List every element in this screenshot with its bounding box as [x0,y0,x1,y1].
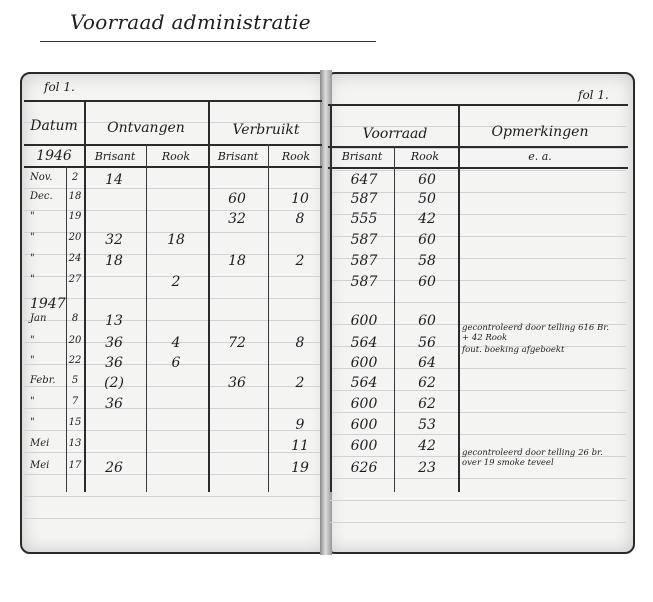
cell-verbruikt-brisant: 60 [228,191,246,207]
cell-day: 19 [68,211,82,222]
cell-voorraad-brisant: 555 [350,211,378,227]
col-left-ontv-end [208,100,210,492]
rule-line-left [24,408,320,409]
cell-month: Mei [30,438,50,449]
cell-voorraad-rook: 60 [418,313,436,329]
cell-voorraad-rook: 62 [418,375,436,391]
cell-verbruikt-rook: 8 [295,335,305,351]
col-left-day [66,166,67,492]
cell-month: Mei [30,460,50,471]
cell-ontvangen-rook: 4 [171,335,181,351]
subheader-divider-right [328,167,628,169]
cell-ontvangen-rook: 2 [171,274,181,290]
rule-line-right [330,478,626,479]
rule-line-right [330,522,626,523]
cell-verbruikt-rook: 2 [295,375,305,391]
cell-day: 20 [68,232,82,243]
cell-month: " [30,417,35,428]
cell-voorraad-brisant: 600 [350,438,378,454]
cell-voorraad-rook: 42 [418,438,436,454]
left-folio: fol 1. [44,80,75,94]
cell-voorraad-brisant: 647 [350,172,378,188]
rule-line-left [24,430,320,431]
cell-voorraad-rook: 60 [418,274,436,290]
cell-voorraad-brisant: 587 [350,232,378,248]
rule-line-right [330,412,626,413]
cell-voorraad-brisant: 600 [350,417,378,433]
header-ontvangen-brisant: Brisant [94,150,136,163]
rule-line-left [24,298,320,299]
cell-ontvangen-brisant: 32 [105,232,123,248]
cell-month: Febr. [30,375,56,386]
cell-verbruikt-rook: 9 [295,417,305,433]
rule-line-right [330,500,626,501]
cell-ontvangen-brisant: 36 [105,355,123,371]
cell-voorraad-rook: 23 [418,460,436,476]
header-verbruikt-rook: Rook [281,150,311,163]
header-verbruikt-brisant: Brisant [217,150,259,163]
cell-ontvangen-rook: 18 [167,232,185,248]
cell-ontvangen-brisant: 18 [105,253,123,269]
cell-ontvangen-brisant: 14 [105,172,123,188]
cell-month: Nov. [30,172,53,183]
cell-voorraad-rook: 60 [418,232,436,248]
cell-verbruikt-rook: 19 [291,460,309,476]
rule-line-left [24,496,320,497]
cell-verbruikt-rook: 10 [291,191,309,207]
title-underline [40,41,376,42]
header-voorraad-rook: Rook [410,150,440,163]
header-divider-right [328,146,628,148]
header-verbruikt: Verbruikt [232,122,300,138]
rule-line-left [24,452,320,453]
cell-verbruikt-brisant: 36 [228,375,246,391]
cell-voorraad-rook: 42 [418,211,436,227]
cell-voorraad-brisant: 600 [350,355,378,371]
cell-day: 5 [71,375,79,386]
rule-line-right [330,170,626,171]
cell-day: 27 [68,274,82,285]
cell-ontvangen-brisant: 26 [105,460,123,476]
cell-ontvangen-brisant: 13 [105,313,123,329]
cell-day: 2 [71,172,79,183]
col-right-start [330,104,332,492]
cell-day: 22 [68,355,82,366]
cell-month: Dec. [30,191,53,202]
cell-voorraad-rook: 62 [418,396,436,412]
cell-month: " [30,335,35,346]
cell-voorraad-rook: 58 [418,253,436,269]
cell-voorraad-brisant: 587 [350,253,378,269]
cell-verbruikt-brisant: 18 [228,253,246,269]
cell-month: " [30,396,35,407]
header-opmerkingen: Opmerkingen [491,124,589,140]
rule-line-left [24,474,320,475]
year-1947: 1947 [30,296,66,312]
cell-verbruikt-rook: 11 [291,438,309,454]
header-datum: Datum [30,118,78,134]
rule-line-right [330,148,626,149]
cell-day: 18 [68,191,82,202]
cell-voorraad-brisant: 600 [350,313,378,329]
cell-opmerking: fout. boeking afgeboekt [462,345,565,355]
col-left-ontv-mid [146,144,147,492]
col-right-voorraad-end [458,104,460,492]
col-right-voorraad-mid [394,146,395,492]
header-ontvangen: Ontvangen [107,120,185,136]
cell-month: " [30,253,35,264]
cell-month: " [30,355,35,366]
cell-verbruikt-brisant: 32 [228,211,246,227]
rule-line-left [24,518,320,519]
cell-month: " [30,211,35,222]
rule-line-left [24,386,320,387]
header-voorraad: Voorraad [362,126,428,142]
cell-verbruikt-rook: 2 [295,253,305,269]
header-year-1946: 1946 [36,148,72,164]
cell-ontvangen-brisant: 36 [105,335,123,351]
document-title: Voorraad administratie [70,10,311,34]
cell-day: 13 [68,438,82,449]
header-ontvangen-rook: Rook [161,150,191,163]
cell-voorraad-rook: 50 [418,191,436,207]
rule-line-right [330,302,626,303]
cell-day: 24 [68,253,82,264]
cell-month: " [30,274,35,285]
cell-voorraad-brisant: 626 [350,460,378,476]
cell-day: 15 [68,417,82,428]
header-top-left [24,100,322,102]
cell-voorraad-brisant: 564 [350,335,378,351]
cell-voorraad-rook: 56 [418,335,436,351]
rule-line-right [330,434,626,435]
cell-voorraad-brisant: 587 [350,274,378,290]
cell-voorraad-brisant: 564 [350,375,378,391]
cell-day: 20 [68,335,82,346]
cell-day: 8 [71,313,79,324]
header-ea: e. a. [528,150,552,163]
header-voorraad-brisant: Brisant [341,150,383,163]
cell-ontvangen-brisant: 36 [105,396,123,412]
col-left-datum [84,100,86,492]
cell-voorraad-rook: 53 [418,417,436,433]
cell-opmerking: gecontroleerd door telling 616 Br. + 42 Rook [462,323,610,343]
cell-month: " [30,232,35,243]
cell-voorraad-brisant: 600 [350,396,378,412]
rule-line-left [24,320,320,321]
cell-opmerking: gecontroleerd door telling 26 br. over 19 smoke teveel [462,448,603,468]
cell-day: 17 [68,460,82,471]
col-left-verb-mid [268,144,269,492]
header-divider-left [24,144,322,146]
cell-voorraad-rook: 64 [418,355,436,371]
cell-month: Jan [30,313,47,324]
cell-ontvangen-brisant: (2) [104,375,124,391]
cell-ontvangen-rook: 6 [171,355,181,371]
subheader-divider-left [24,166,322,168]
cell-verbruikt-rook: 8 [295,211,305,227]
right-folio: fol 1. [578,88,609,102]
cell-voorraad-brisant: 587 [350,191,378,207]
cell-verbruikt-brisant: 72 [228,335,246,351]
cell-day: 7 [71,396,79,407]
rule-line-left [24,188,320,189]
cell-voorraad-rook: 60 [418,172,436,188]
header-top-right [328,104,628,106]
